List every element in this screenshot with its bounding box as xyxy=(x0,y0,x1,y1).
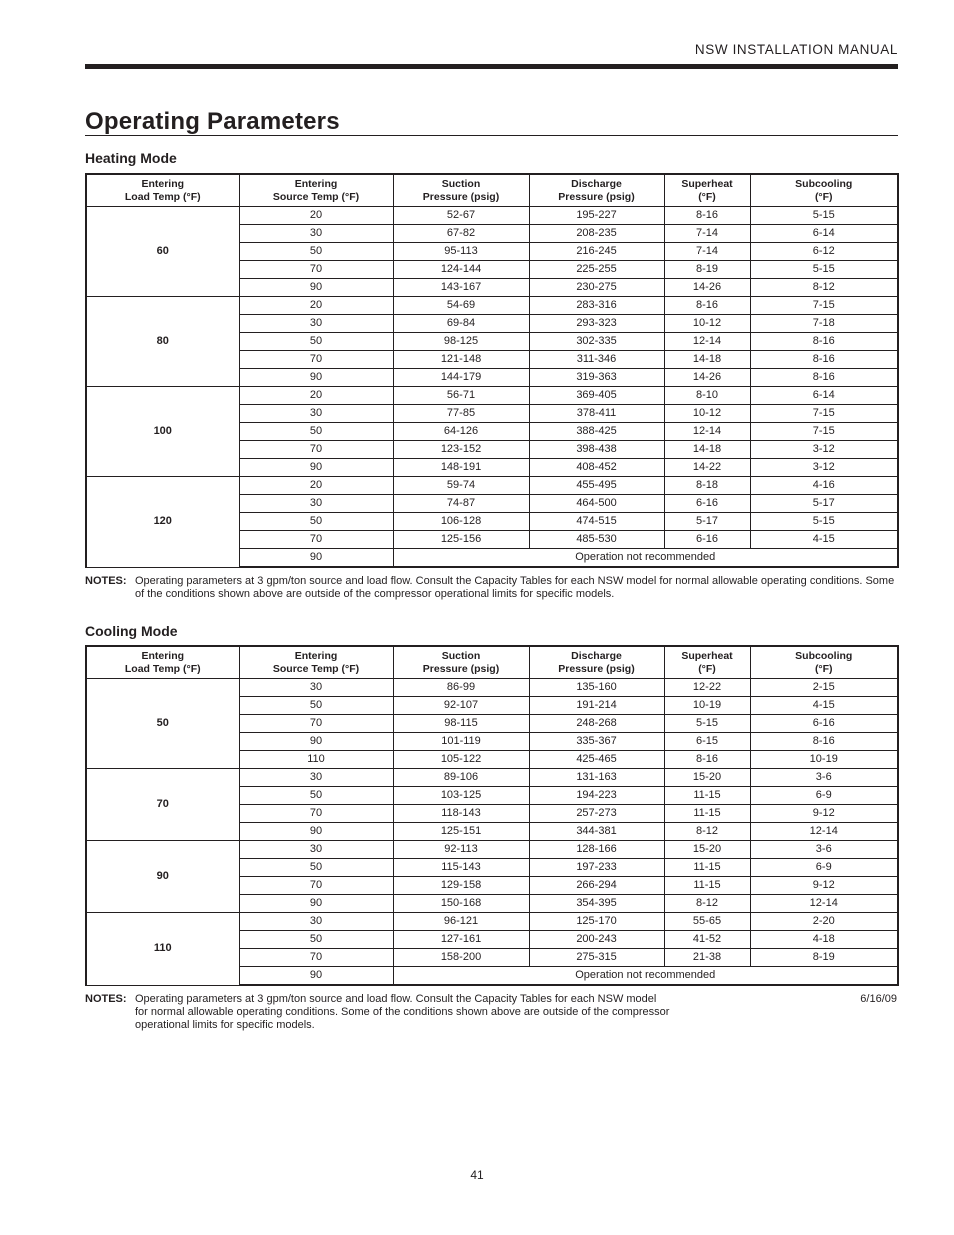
table-cell: 5-15 xyxy=(750,513,898,531)
table-cell: 59-74 xyxy=(393,477,529,495)
table-cell: 14-26 xyxy=(664,369,750,387)
table-cell: 197-233 xyxy=(529,859,664,877)
table-cell: 5-15 xyxy=(750,261,898,279)
table-cell: 128-166 xyxy=(529,841,664,859)
column-header: Entering Load Temp (°F) xyxy=(86,646,239,679)
column-header: Entering Source Temp (°F) xyxy=(239,174,393,207)
table-cell: 2-20 xyxy=(750,913,898,931)
table-cell: 148-191 xyxy=(393,459,529,477)
revision-date: 6/16/09 xyxy=(860,993,897,1005)
table-row xyxy=(86,913,898,931)
table-cell: 10-12 xyxy=(664,315,750,333)
table-cell: 70 xyxy=(239,877,393,895)
table-cell: 129-158 xyxy=(393,877,529,895)
table-cell: 21-38 xyxy=(664,949,750,967)
table-cell: 50 xyxy=(239,697,393,715)
table-cell: 52-67 xyxy=(393,207,529,225)
table-cell: 150-168 xyxy=(393,895,529,913)
table-cell: 3-6 xyxy=(750,841,898,859)
table-cell: 408-452 xyxy=(529,459,664,477)
table-cell: 90 xyxy=(239,279,393,297)
table-cell: 425-465 xyxy=(529,751,664,769)
table-cell: 8-16 xyxy=(750,351,898,369)
table-cell: 131-163 xyxy=(529,769,664,787)
table-cell: 118-143 xyxy=(393,805,529,823)
table-cell: 50 xyxy=(239,931,393,949)
table-cell: 8-18 xyxy=(664,477,750,495)
table-cell: 110 xyxy=(239,751,393,769)
table-cell: 89-106 xyxy=(393,769,529,787)
load-temp-cell: 60 xyxy=(86,207,239,297)
table-cell: 101-119 xyxy=(393,733,529,751)
table-cell: 95-113 xyxy=(393,243,529,261)
table-cell: 11-15 xyxy=(664,787,750,805)
notes-text: Operating parameters at 3 gpm/ton source and load flow. Consult the Capacity Tables for each NSW model for normal allowable operating conditions. Some of the conditions shown above are outside of the compressor operational limits for specific models. xyxy=(135,575,895,600)
column-header: Suction Pressure (psig) xyxy=(393,646,529,679)
table-cell: 86-99 xyxy=(393,679,529,697)
table-cell: 6-14 xyxy=(750,387,898,405)
table-cell: 64-126 xyxy=(393,423,529,441)
table-cell: 70 xyxy=(239,715,393,733)
table-cell: 20 xyxy=(239,477,393,495)
table-cell: 12-14 xyxy=(664,333,750,351)
table-cell: 30 xyxy=(239,225,393,243)
table-cell: 30 xyxy=(239,495,393,513)
load-temp-cell: 80 xyxy=(86,297,239,387)
table-cell: 208-235 xyxy=(529,225,664,243)
table-cell: 50 xyxy=(239,787,393,805)
table-cell: 7-18 xyxy=(750,315,898,333)
table-cell: 225-255 xyxy=(529,261,664,279)
table-cell: 90 xyxy=(239,459,393,477)
table-cell: 8-16 xyxy=(664,207,750,225)
table-cell: 90 xyxy=(239,895,393,913)
table-cell: 194-223 xyxy=(529,787,664,805)
table-cell: 8-10 xyxy=(664,387,750,405)
table-cell: 7-14 xyxy=(664,225,750,243)
table-cell: 70 xyxy=(239,805,393,823)
table-cell: 15-20 xyxy=(664,769,750,787)
table-cell: 14-22 xyxy=(664,459,750,477)
table-cell: 90 xyxy=(239,823,393,841)
load-temp-cell: 50 xyxy=(86,679,239,769)
heating-mode-table xyxy=(85,173,899,568)
table-cell: 6-12 xyxy=(750,243,898,261)
table-cell: 12-14 xyxy=(750,895,898,913)
table-cell: 105-122 xyxy=(393,751,529,769)
table-cell: 70 xyxy=(239,441,393,459)
cooling-mode-heading: Cooling Mode xyxy=(85,623,178,639)
table-cell: 283-316 xyxy=(529,297,664,315)
table-cell: 115-143 xyxy=(393,859,529,877)
table-cell: Operation not recommended xyxy=(393,967,898,986)
table-cell: 311-346 xyxy=(529,351,664,369)
table-cell: 10-19 xyxy=(664,697,750,715)
table-cell: 12-14 xyxy=(750,823,898,841)
table-cell: 103-125 xyxy=(393,787,529,805)
table-cell: 3-12 xyxy=(750,459,898,477)
notes-text: Operating parameters at 3 gpm/ton source and load flow. Consult the Capacity Tables for each NSW model for normal allowable operating conditions. Some of the conditions shown above are outside of the compressor operational limits for specific models. xyxy=(135,993,670,1031)
table-row xyxy=(86,769,898,787)
table-cell: 50 xyxy=(239,423,393,441)
table-cell: 50 xyxy=(239,333,393,351)
table-cell: 6-15 xyxy=(664,733,750,751)
table-cell: 30 xyxy=(239,315,393,333)
table-cell: 369-405 xyxy=(529,387,664,405)
table-cell: 8-12 xyxy=(664,895,750,913)
load-temp-cell: 120 xyxy=(86,477,239,568)
table-cell: 12-14 xyxy=(664,423,750,441)
table-cell: 125-151 xyxy=(393,823,529,841)
table-cell: 125-156 xyxy=(393,531,529,549)
table-cell: 11-15 xyxy=(664,877,750,895)
table-row xyxy=(86,477,898,495)
table-cell: 8-16 xyxy=(750,333,898,351)
table-cell: 14-18 xyxy=(664,351,750,369)
column-header: Superheat (°F) xyxy=(664,174,750,207)
table-cell: 8-19 xyxy=(750,949,898,967)
table-cell: 135-160 xyxy=(529,679,664,697)
table-cell: 50 xyxy=(239,243,393,261)
table-cell: 5-17 xyxy=(750,495,898,513)
load-temp-cell: 90 xyxy=(86,841,239,913)
table-cell: 70 xyxy=(239,261,393,279)
table-cell: 230-275 xyxy=(529,279,664,297)
table-cell: 8-19 xyxy=(664,261,750,279)
table-cell: 398-438 xyxy=(529,441,664,459)
table-cell: 388-425 xyxy=(529,423,664,441)
column-header: Suction Pressure (psig) xyxy=(393,174,529,207)
table-row xyxy=(86,679,898,697)
table-cell: 4-15 xyxy=(750,697,898,715)
column-header: Discharge Pressure (psig) xyxy=(529,174,664,207)
table-cell: 354-395 xyxy=(529,895,664,913)
table-cell: 455-495 xyxy=(529,477,664,495)
table-cell: 9-12 xyxy=(750,805,898,823)
table-cell: 106-128 xyxy=(393,513,529,531)
table-cell: 70 xyxy=(239,949,393,967)
table-cell: 50 xyxy=(239,859,393,877)
cooling-mode-table xyxy=(85,645,899,986)
column-header: Superheat (°F) xyxy=(664,646,750,679)
table-cell: 30 xyxy=(239,841,393,859)
table-cell: 8-16 xyxy=(750,369,898,387)
table-cell: 2-15 xyxy=(750,679,898,697)
table-cell: 98-125 xyxy=(393,333,529,351)
table-cell: 20 xyxy=(239,297,393,315)
table-cell: 257-273 xyxy=(529,805,664,823)
table-cell: 144-179 xyxy=(393,369,529,387)
cooling-notes xyxy=(85,993,785,1032)
table-cell: 464-500 xyxy=(529,495,664,513)
table-cell: 293-323 xyxy=(529,315,664,333)
header-rule xyxy=(85,64,898,69)
table-cell: 20 xyxy=(239,387,393,405)
notes-label: NOTES: xyxy=(85,993,127,1005)
table-cell: 216-245 xyxy=(529,243,664,261)
table-cell: 7-15 xyxy=(750,297,898,315)
table-cell: 344-381 xyxy=(529,823,664,841)
table-cell: 319-363 xyxy=(529,369,664,387)
table-cell: 6-9 xyxy=(750,859,898,877)
table-cell: 6-16 xyxy=(664,531,750,549)
table-cell: 30 xyxy=(239,913,393,931)
column-header: Entering Load Temp (°F) xyxy=(86,174,239,207)
table-cell: 10-12 xyxy=(664,405,750,423)
notes-label: NOTES: xyxy=(85,575,127,587)
table-row xyxy=(86,841,898,859)
table-cell: 69-84 xyxy=(393,315,529,333)
table-cell: 6-14 xyxy=(750,225,898,243)
table-cell: 123-152 xyxy=(393,441,529,459)
table-cell: 248-268 xyxy=(529,715,664,733)
table-cell: 7-14 xyxy=(664,243,750,261)
table-cell: 70 xyxy=(239,531,393,549)
table-cell: 6-9 xyxy=(750,787,898,805)
manual-header: NSW INSTALLATION MANUAL xyxy=(694,42,898,57)
table-cell: 5-17 xyxy=(664,513,750,531)
table-cell: 378-411 xyxy=(529,405,664,423)
table-cell: 8-16 xyxy=(750,733,898,751)
table-cell: 125-170 xyxy=(529,913,664,931)
table-cell: 55-65 xyxy=(664,913,750,931)
table-cell: 30 xyxy=(239,769,393,787)
table-cell: 5-15 xyxy=(750,207,898,225)
table-cell: 10-19 xyxy=(750,751,898,769)
table-cell: 14-18 xyxy=(664,441,750,459)
page-number: 41 xyxy=(470,1168,484,1182)
table-cell: 30 xyxy=(239,679,393,697)
table-cell: 11-15 xyxy=(664,805,750,823)
table-cell: 74-87 xyxy=(393,495,529,513)
table-cell: 8-16 xyxy=(664,751,750,769)
table-cell: 200-243 xyxy=(529,931,664,949)
table-cell: 96-121 xyxy=(393,913,529,931)
table-cell: 30 xyxy=(239,405,393,423)
table-cell: 6-16 xyxy=(664,495,750,513)
load-temp-cell: 70 xyxy=(86,769,239,841)
column-header: Subcooling (°F) xyxy=(750,646,898,679)
table-cell: 4-15 xyxy=(750,531,898,549)
table-cell: 90 xyxy=(239,549,393,568)
table-cell: 5-15 xyxy=(664,715,750,733)
table-row xyxy=(86,207,898,225)
table-cell: 92-113 xyxy=(393,841,529,859)
table-cell: 8-12 xyxy=(664,823,750,841)
table-cell: 143-167 xyxy=(393,279,529,297)
page-title: Operating Parameters xyxy=(85,108,340,135)
table-cell: 474-515 xyxy=(529,513,664,531)
table-cell: 4-18 xyxy=(750,931,898,949)
table-cell: 67-82 xyxy=(393,225,529,243)
table-cell: 9-12 xyxy=(750,877,898,895)
load-temp-cell: 100 xyxy=(86,387,239,477)
table-cell: 77-85 xyxy=(393,405,529,423)
table-cell: 266-294 xyxy=(529,877,664,895)
table-row xyxy=(86,297,898,315)
table-cell: 485-530 xyxy=(529,531,664,549)
table-cell: Operation not recommended xyxy=(393,549,898,568)
heating-notes xyxy=(85,575,898,601)
table-cell: 3-6 xyxy=(750,769,898,787)
title-rule xyxy=(85,135,898,136)
table-row xyxy=(86,387,898,405)
table-cell: 302-335 xyxy=(529,333,664,351)
table-cell: 3-12 xyxy=(750,441,898,459)
table-cell: 12-22 xyxy=(664,679,750,697)
table-cell: 4-16 xyxy=(750,477,898,495)
table-cell: 70 xyxy=(239,351,393,369)
table-header-row xyxy=(86,646,898,679)
column-header: Subcooling (°F) xyxy=(750,174,898,207)
heating-mode-heading: Heating Mode xyxy=(85,150,177,166)
table-cell: 195-227 xyxy=(529,207,664,225)
table-cell: 14-26 xyxy=(664,279,750,297)
table-cell: 335-367 xyxy=(529,733,664,751)
column-header: Discharge Pressure (psig) xyxy=(529,646,664,679)
table-cell: 92-107 xyxy=(393,697,529,715)
table-cell: 8-16 xyxy=(664,297,750,315)
table-cell: 54-69 xyxy=(393,297,529,315)
table-cell: 7-15 xyxy=(750,423,898,441)
table-cell: 121-148 xyxy=(393,351,529,369)
table-cell: 50 xyxy=(239,513,393,531)
table-cell: 98-115 xyxy=(393,715,529,733)
table-cell: 20 xyxy=(239,207,393,225)
table-cell: 127-161 xyxy=(393,931,529,949)
table-header-row xyxy=(86,174,898,207)
table-cell: 11-15 xyxy=(664,859,750,877)
table-cell: 15-20 xyxy=(664,841,750,859)
table-cell: 90 xyxy=(239,967,393,986)
table-cell: 90 xyxy=(239,369,393,387)
table-cell: 90 xyxy=(239,733,393,751)
load-temp-cell: 110 xyxy=(86,913,239,986)
table-cell: 7-15 xyxy=(750,405,898,423)
table-cell: 8-12 xyxy=(750,279,898,297)
table-cell: 124-144 xyxy=(393,261,529,279)
table-cell: 6-16 xyxy=(750,715,898,733)
table-cell: 158-200 xyxy=(393,949,529,967)
table-cell: 56-71 xyxy=(393,387,529,405)
column-header: Entering Source Temp (°F) xyxy=(239,646,393,679)
table-cell: 275-315 xyxy=(529,949,664,967)
table-cell: 191-214 xyxy=(529,697,664,715)
table-cell: 41-52 xyxy=(664,931,750,949)
